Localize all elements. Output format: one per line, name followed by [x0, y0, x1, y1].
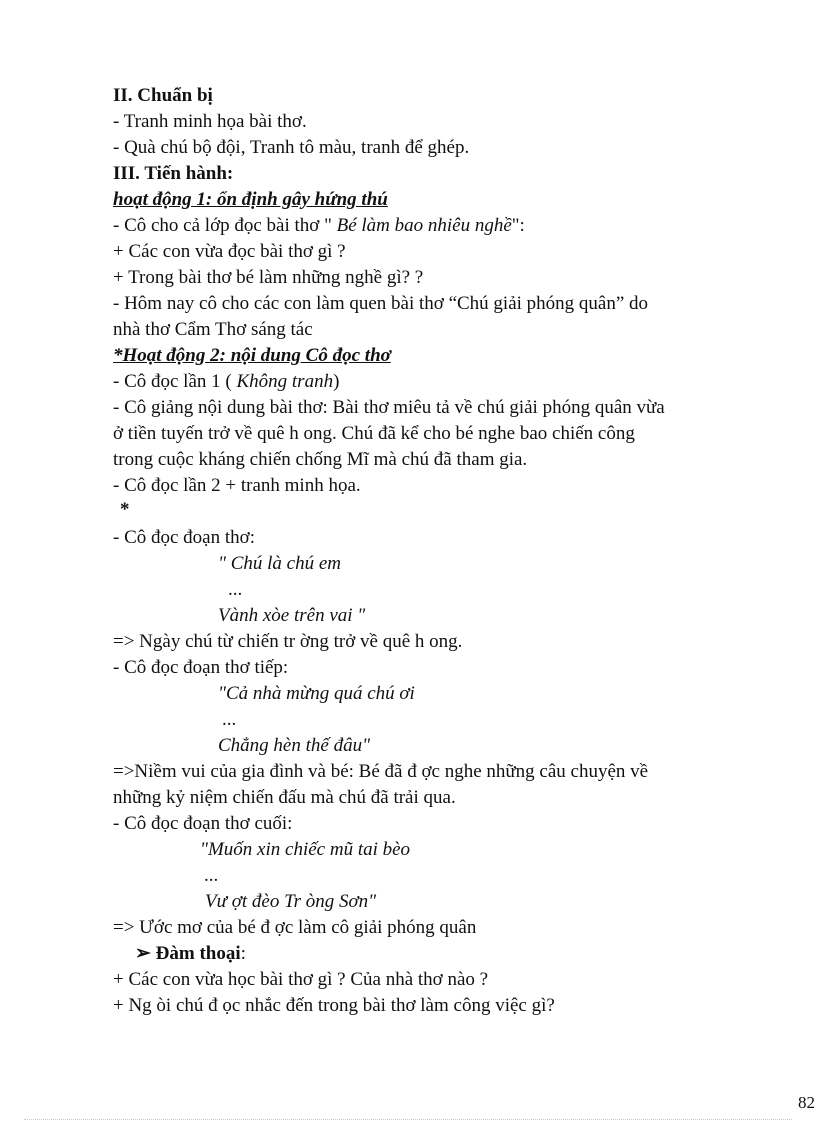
dialogue-question-1: + Các con vừa học bài thơ gì ? Của nhà thơ nào ?	[113, 969, 489, 990]
activity2-content-3: trong cuộc kháng chiến chống Mĩ mà chú đã tham gia.	[113, 449, 528, 470]
activity2-heading: *Hoạt động 2: nội dung Cô đọc thơ	[113, 345, 391, 366]
star-marker: *	[120, 499, 130, 520]
excerpt2-ellipsis: ...	[222, 709, 237, 730]
footer-divider	[24, 1119, 792, 1120]
excerpt2-verse-1: "Cả nhà mừng quá chú ơi	[218, 683, 415, 704]
activity1-line1: - Cô cho cả lớp đọc bài thơ " Bé làm bao nhiêu nghề":	[113, 215, 525, 236]
activity2-read1: - Cô đọc lần 1 ( Không tranh)	[113, 371, 340, 392]
excerpt1-verse-1: " Chú là chú em	[218, 553, 342, 574]
excerpt2-explain-1: =>Niềm vui của gia đình và bé: Bé đã đ ợc nghe những câu chuyện về	[113, 761, 649, 782]
page-number: 82	[798, 1093, 815, 1112]
activity2-read2: - Cô đọc lần 2 + tranh minh họa.	[113, 475, 361, 496]
excerpt3-verse-2: Vư ợt đèo Tr òng Sơn"	[205, 891, 377, 912]
dialogue-question-2: + Ng òi chú đ ọc nhắc đến trong bài thơ làm công việc gì?	[113, 995, 555, 1016]
activity1-heading: hoạt động 1: ổn định gây hứng thú	[113, 189, 388, 210]
activity1-intro-2: nhà thơ Cẩm Thơ sáng tác	[113, 319, 313, 340]
excerpt2-intro: - Cô đọc đoạn thơ tiếp:	[113, 657, 289, 678]
arrow-bullet-icon: ➢	[135, 943, 151, 964]
excerpt3-intro: - Cô đọc đoạn thơ cuối:	[113, 813, 293, 834]
activity1-question-2: + Trong bài thơ bé làm những nghề gì? ?	[113, 267, 424, 288]
section-heading-procedure: III. Tiến hành:	[113, 163, 234, 184]
activity2-content-1: - Cô giảng nội dung bài thơ: Bài thơ miêu tả về chú giải phóng quân vừa	[113, 397, 665, 418]
excerpt3-explain: => Ước mơ của bé đ ợc làm cô giải phóng quân	[113, 917, 477, 938]
section-heading-preparation: II. Chuẩn bị	[113, 85, 213, 106]
poem-title-be-lam: Bé làm bao nhiêu nghề	[336, 215, 512, 236]
prep-item-1: - Tranh minh họa bài thơ.	[113, 111, 307, 132]
excerpt2-verse-2: Chẳng hèn thế đâu"	[218, 735, 371, 756]
excerpt1-explain: => Ngày chú từ chiến tr ờng trở về quê h ong.	[113, 631, 463, 652]
activity1-question-1: + Các con vừa đọc bài thơ gì ?	[113, 241, 346, 262]
activity2-content-2: ở tiền tuyến trở về quê h ong. Chú đã kể cho bé nghe bao chiến công	[113, 423, 635, 444]
excerpt1-verse-2: Vành xòe trên vai "	[218, 605, 366, 626]
dialogue-heading-line: ➢ Đàm thoại:	[135, 943, 246, 964]
excerpt3-ellipsis: ...	[204, 865, 219, 886]
excerpt3-verse-1: "Muốn xin chiếc mũ tai bèo	[200, 839, 411, 860]
excerpt1-ellipsis: ...	[228, 579, 243, 600]
activity1-intro-1: - Hôm nay cô cho các con làm quen bài thơ “Chú giải phóng quân” do	[113, 293, 649, 314]
excerpt1-intro: - Cô đọc đoạn thơ:	[113, 527, 255, 548]
prep-item-2: - Quà chú bộ đội, Tranh tô màu, tranh để ghép.	[113, 137, 470, 158]
excerpt2-explain-2: những kỷ niệm chiến đấu mà chú đã trải qua.	[113, 787, 456, 808]
